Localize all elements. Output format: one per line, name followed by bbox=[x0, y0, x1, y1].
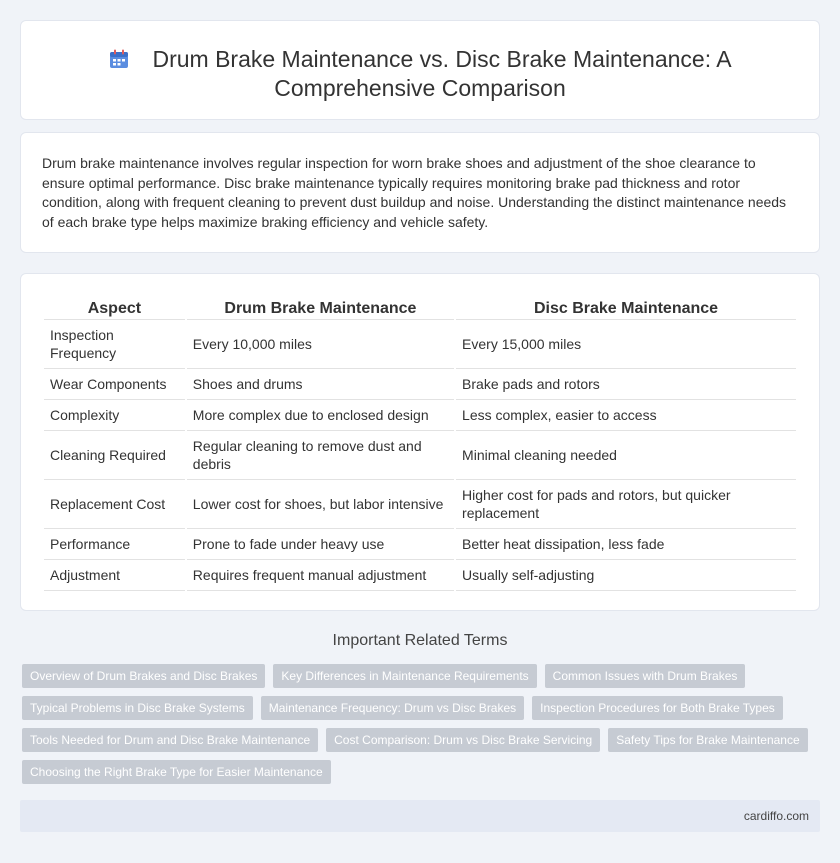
cell-aspect: Inspection Frequency bbox=[44, 320, 185, 369]
related-tags bbox=[22, 664, 812, 784]
cell-drum: More complex due to enclosed design bbox=[187, 400, 454, 431]
table-header-row bbox=[44, 294, 796, 320]
calendar-icon bbox=[108, 48, 130, 70]
related-terms-title: Important Related Terms bbox=[332, 632, 508, 649]
cell-drum: Lower cost for shoes, but labor intensive bbox=[187, 480, 454, 529]
table-row bbox=[44, 369, 796, 400]
table-row bbox=[44, 480, 796, 529]
header-drum: Drum Brake Maintenance bbox=[187, 294, 454, 320]
cell-disc: Usually self-adjusting bbox=[456, 560, 796, 591]
cell-disc: Brake pads and rotors bbox=[456, 369, 796, 400]
tag-link[interactable]: Key Differences in Maintenance Requirements bbox=[273, 664, 536, 688]
tag-link[interactable]: Overview of Drum Brakes and Disc Brakes bbox=[22, 664, 265, 688]
table-row bbox=[44, 431, 796, 480]
tag-link[interactable]: Common Issues with Drum Brakes bbox=[545, 664, 746, 688]
cell-disc: Minimal cleaning needed bbox=[456, 431, 796, 480]
intro-card bbox=[20, 132, 820, 253]
table-row bbox=[44, 560, 796, 591]
comparison-table bbox=[42, 294, 798, 591]
tag-link[interactable]: Safety Tips for Brake Maintenance bbox=[608, 728, 807, 752]
cell-aspect: Performance bbox=[44, 529, 185, 560]
cell-aspect: Wear Components bbox=[44, 369, 185, 400]
tag-link[interactable]: Maintenance Frequency: Drum vs Disc Brakes bbox=[261, 696, 524, 720]
cell-drum: Every 10,000 miles bbox=[187, 320, 454, 369]
cell-drum: Regular cleaning to remove dust and debris bbox=[187, 431, 454, 480]
footer-site-link[interactable]: cardiffo.com bbox=[743, 809, 809, 823]
cell-disc: Less complex, easier to access bbox=[456, 400, 796, 431]
tag-link[interactable]: Typical Problems in Disc Brake Systems bbox=[22, 696, 253, 720]
cell-aspect: Replacement Cost bbox=[44, 480, 185, 529]
cell-drum: Prone to fade under heavy use bbox=[187, 529, 454, 560]
tag-link[interactable]: Tools Needed for Drum and Disc Brake Maintenance bbox=[22, 728, 318, 752]
cell-aspect: Adjustment bbox=[44, 560, 185, 591]
header-aspect: Aspect bbox=[44, 294, 185, 320]
cell-disc: Better heat dissipation, less fade bbox=[456, 529, 796, 560]
tag-link[interactable]: Cost Comparison: Drum vs Disc Brake Servicing bbox=[326, 728, 600, 752]
tag-link[interactable]: Choosing the Right Brake Type for Easier Maintenance bbox=[22, 760, 331, 784]
cell-disc: Higher cost for pads and rotors, but quicker replacement bbox=[456, 480, 796, 529]
cell-drum: Shoes and drums bbox=[187, 369, 454, 400]
intro-text: Drum brake maintenance involves regular inspection for worn brake shoes and adjustment of the shoe clearance to ensure optimal performance. Disc brake maintenance typically requires monitoring brake pad thickness and rotor condition, along with frequent cleaning to prevent dust buildup and noise. Understanding the distinct maintenance needs of each brake type helps maximize braking efficiency and vehicle safety. bbox=[42, 155, 787, 230]
page-title: Drum Brake Maintenance vs. Disc Brake Maintenance: A Comprehensive Comparison bbox=[152, 46, 732, 101]
cell-drum: Requires frequent manual adjustment bbox=[187, 560, 454, 591]
header-disc: Disc Brake Maintenance bbox=[456, 294, 796, 320]
cell-aspect: Cleaning Required bbox=[44, 431, 185, 480]
cell-aspect: Complexity bbox=[44, 400, 185, 431]
table-row bbox=[44, 320, 796, 369]
footer bbox=[20, 800, 820, 832]
tag-link[interactable]: Inspection Procedures for Both Brake Types bbox=[532, 696, 783, 720]
table-row bbox=[44, 400, 796, 431]
page-title-wrap bbox=[61, 45, 779, 103]
table-row bbox=[44, 529, 796, 560]
header-card bbox=[20, 20, 820, 120]
cell-disc: Every 15,000 miles bbox=[456, 320, 796, 369]
comparison-card bbox=[20, 273, 820, 611]
